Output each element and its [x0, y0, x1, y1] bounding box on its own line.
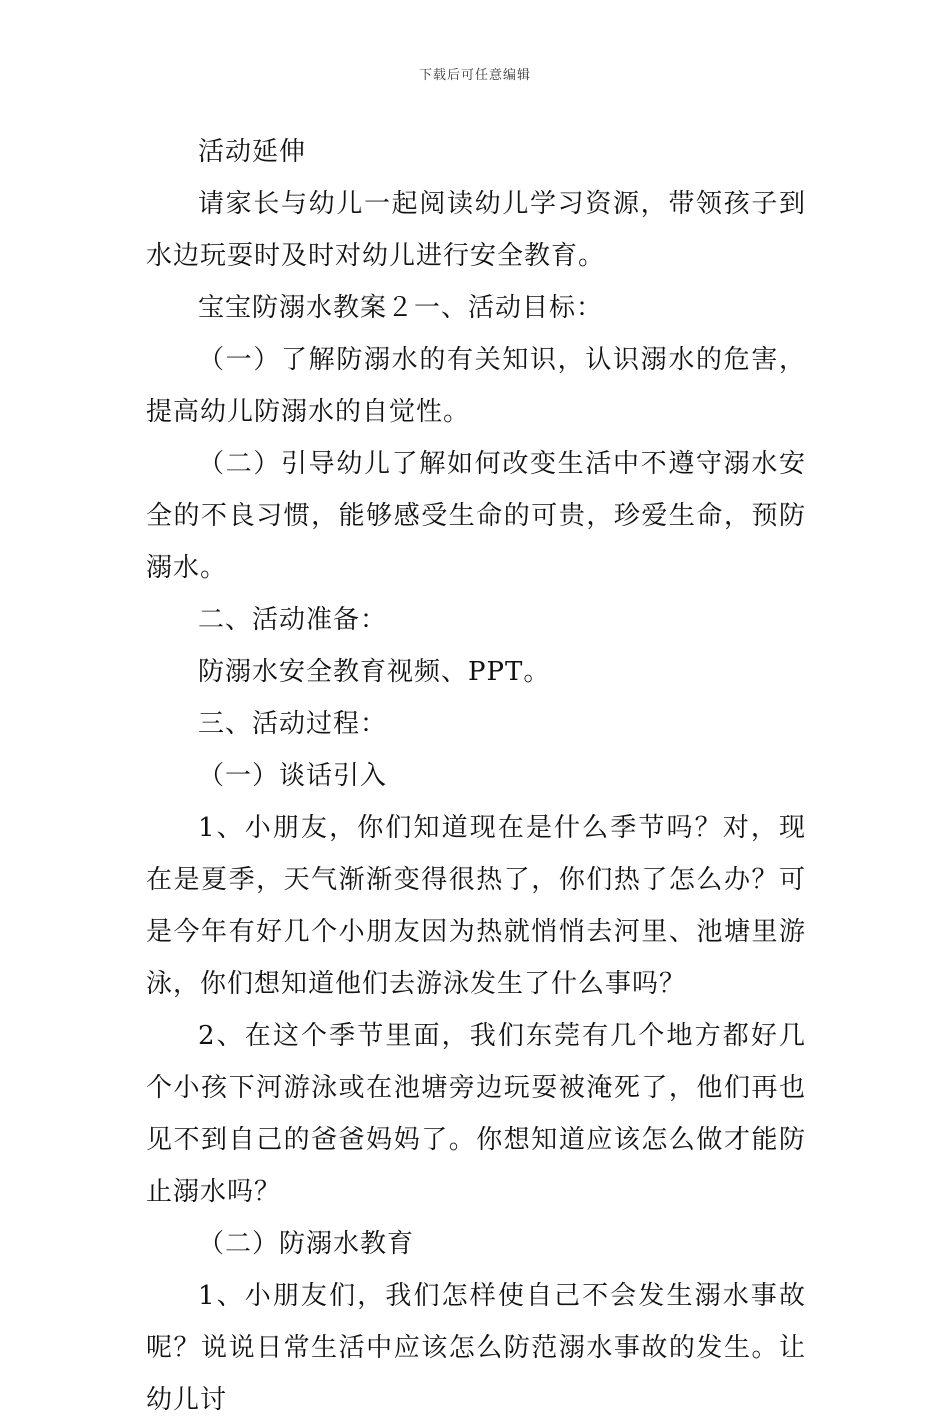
paragraph-parent-reading: 请家长与幼儿一起阅读幼儿学习资源，带领孩子到水边玩耍时及时对幼儿进行安全教育。	[146, 189, 806, 271]
paragraph-preparation-materials: 防溺水安全教育视频、PPT。	[198, 657, 551, 687]
paragraph-goal-two: （二）引导幼儿了解如何改变生活中不遵守溺水安全的不良习惯，能够感受生命的可贵，珍爱生命，预防溺水。	[146, 449, 806, 583]
paragraph-talk-intro-heading: （一）谈话引入	[198, 761, 388, 791]
paragraph-process-heading: 三、活动过程：	[198, 709, 388, 739]
paragraph-activity-extension: 活动延伸	[198, 137, 307, 167]
paragraph-lesson-plan-title: 宝宝防溺水教案２一、活动目标：	[198, 293, 604, 323]
paragraph-talk-intro-one: 1、小朋友，你们知道现在是什么季节吗？对，现在是夏季，天气渐渐变得很热了，你们热了怎么办？可是今年有好几个小朋友因为热就悄悄去河里、池塘里游泳，你们想知道他们去游泳发生了什么事吗？	[146, 813, 806, 999]
document-body	[146, 126, 806, 1426]
paragraph-talk-intro-two: 2、在这个季节里面，我们东莞有几个地方都好几个小孩下河游泳或在池塘旁边玩耍被淹死了，他们再也见不到自己的爸爸妈妈了。你想知道应该怎么做才能防止溺水吗？	[146, 1021, 806, 1207]
paragraph-education-one: 1、小朋友们，我们怎样使自己不会发生溺水事故呢？说说日常生活中应该怎么防范溺水事故的发生。让幼儿讨	[146, 1281, 806, 1415]
paragraph-goal-one: （一）了解防溺水的有关知识，认识溺水的危害，提高幼儿防溺水的自觉性。	[146, 345, 806, 427]
header-note: 下载后可任意编辑	[418, 68, 531, 83]
paragraph-education-heading: （二）防溺水教育	[198, 1229, 415, 1259]
paragraph-preparation-heading: 二、活动准备：	[198, 605, 388, 635]
